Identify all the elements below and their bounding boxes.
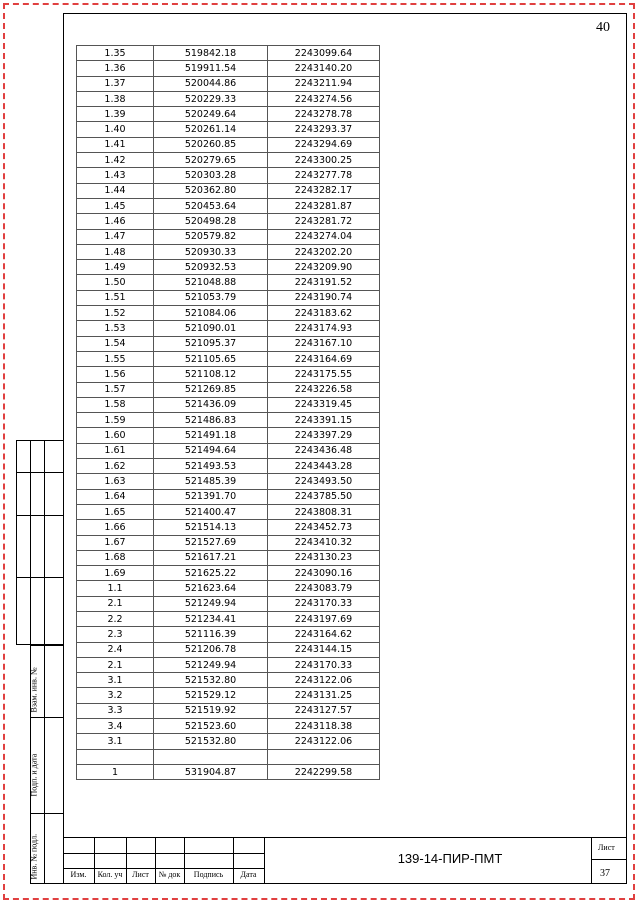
x-coord-cell: 521090.01	[154, 321, 268, 336]
point-id-cell: 1	[77, 764, 154, 779]
y-coord-cell: 2243099.64	[268, 46, 380, 61]
x-coord-cell: 520579.82	[154, 229, 268, 244]
table-row	[77, 397, 380, 412]
x-coord-cell: 521105.65	[154, 351, 268, 366]
x-coord-cell: 521532.80	[154, 734, 268, 749]
y-coord-cell: 2243209.90	[268, 260, 380, 275]
x-coord-cell: 521234.41	[154, 611, 268, 626]
x-coord-cell: 520498.28	[154, 214, 268, 229]
y-coord-cell: 2243127.57	[268, 703, 380, 718]
point-id-cell: 1.35	[77, 46, 154, 61]
x-coord-cell: 520453.64	[154, 198, 268, 213]
x-coord-cell: 521116.39	[154, 627, 268, 642]
table-row	[77, 321, 380, 336]
x-coord-cell: 521514.13	[154, 520, 268, 535]
point-id-cell: 1.67	[77, 535, 154, 550]
point-id-cell: 1.51	[77, 290, 154, 305]
point-id-cell: 1.39	[77, 107, 154, 122]
point-id-cell: 1.62	[77, 459, 154, 474]
table-row	[77, 504, 380, 519]
stamp-caption-podpis: Подпись	[193, 870, 224, 879]
table-row	[77, 244, 380, 259]
y-coord-cell: 2243278.78	[268, 107, 380, 122]
table-row	[77, 367, 380, 382]
stamp-caption-data: Дата	[240, 870, 257, 879]
stamp-caption-izm: Изм.	[70, 870, 87, 879]
point-id-cell: 2.2	[77, 611, 154, 626]
y-coord-cell: 2243443.28	[268, 459, 380, 474]
y-coord-cell: 2243293.37	[268, 122, 380, 137]
stamp-caption-list: Лист	[132, 870, 149, 879]
y-coord-cell: 2243319.45	[268, 397, 380, 412]
y-coord-cell: 2243190.74	[268, 290, 380, 305]
point-id-cell: 1.66	[77, 520, 154, 535]
point-id-cell: 1.55	[77, 351, 154, 366]
sheet-number: 37	[600, 868, 610, 879]
point-id-cell: 1.65	[77, 504, 154, 519]
y-coord-cell: 2242299.58	[268, 764, 380, 779]
point-id-cell: 1.53	[77, 321, 154, 336]
x-coord-cell: 521400.47	[154, 504, 268, 519]
side-strip-top-inner2	[16, 440, 31, 645]
x-coord-cell	[154, 749, 268, 764]
x-coord-cell: 520279.65	[154, 153, 268, 168]
side-vline	[44, 645, 45, 884]
table-row	[77, 535, 380, 550]
x-coord-cell: 521494.64	[154, 443, 268, 458]
table-row	[77, 474, 380, 489]
y-coord-cell: 2243410.32	[268, 535, 380, 550]
side-hline-2	[16, 515, 64, 516]
y-coord-cell: 2243391.15	[268, 413, 380, 428]
x-coord-cell: 521249.94	[154, 596, 268, 611]
point-id-cell: 1.48	[77, 244, 154, 259]
x-coord-cell: 521095.37	[154, 336, 268, 351]
table-row	[77, 260, 380, 275]
x-coord-cell: 521206.78	[154, 642, 268, 657]
y-coord-cell: 2243197.69	[268, 611, 380, 626]
y-coord-cell: 2243294.69	[268, 137, 380, 152]
table-row	[77, 107, 380, 122]
x-coord-cell: 520260.85	[154, 137, 268, 152]
table-row	[77, 688, 380, 703]
x-coord-cell: 521486.83	[154, 413, 268, 428]
point-id-cell: 1.43	[77, 168, 154, 183]
y-coord-cell: 2243808.31	[268, 504, 380, 519]
y-coord-cell: 2243281.87	[268, 198, 380, 213]
side-strip-top-inner	[30, 440, 45, 645]
y-coord-cell: 2243183.62	[268, 306, 380, 321]
x-coord-cell: 520930.33	[154, 244, 268, 259]
y-coord-cell: 2243282.17	[268, 183, 380, 198]
table-row	[77, 550, 380, 565]
point-id-cell: 3.3	[77, 703, 154, 718]
table-row	[77, 764, 380, 779]
y-coord-cell: 2243191.52	[268, 275, 380, 290]
x-coord-cell: 521249.94	[154, 657, 268, 672]
table-row	[77, 198, 380, 213]
x-coord-cell: 521269.85	[154, 382, 268, 397]
y-coord-cell: 2243083.79	[268, 581, 380, 596]
x-coord-cell: 521529.12	[154, 688, 268, 703]
table-row	[77, 627, 380, 642]
point-id-cell: 1.58	[77, 397, 154, 412]
x-coord-cell: 521084.06	[154, 306, 268, 321]
side-label-podp: Подп. и дата	[29, 753, 39, 797]
x-coord-cell: 521108.12	[154, 367, 268, 382]
x-coord-cell: 521391.70	[154, 489, 268, 504]
x-coord-cell: 520303.28	[154, 168, 268, 183]
y-coord-cell: 2243118.38	[268, 719, 380, 734]
table-row	[77, 520, 380, 535]
table-row	[77, 673, 380, 688]
point-id-cell: 3.4	[77, 719, 154, 734]
y-coord-cell: 2243131.25	[268, 688, 380, 703]
point-id-cell: 1.44	[77, 183, 154, 198]
stamp-caption-kol: Кол. уч	[97, 870, 123, 879]
y-coord-cell: 2243436.48	[268, 443, 380, 458]
table-row	[77, 351, 380, 366]
y-coord-cell: 2243785.50	[268, 489, 380, 504]
sheet-caption: Лист	[598, 843, 615, 852]
y-coord-cell: 2243300.25	[268, 153, 380, 168]
point-id-cell: 2.3	[77, 627, 154, 642]
y-coord-cell: 2243090.16	[268, 566, 380, 581]
y-coord-cell: 2243122.06	[268, 734, 380, 749]
x-coord-cell: 521436.09	[154, 397, 268, 412]
y-coord-cell: 2243211.94	[268, 76, 380, 91]
y-coord-cell: 2243452.73	[268, 520, 380, 535]
y-coord-cell: 2243175.55	[268, 367, 380, 382]
table-row	[77, 214, 380, 229]
table-row	[77, 306, 380, 321]
table-row	[77, 275, 380, 290]
side-label-vzam: Взам. инв. №	[29, 667, 39, 713]
point-id-cell: 1.42	[77, 153, 154, 168]
table-row	[77, 459, 380, 474]
table-row	[77, 336, 380, 351]
table-row	[77, 596, 380, 611]
y-coord-cell	[268, 749, 380, 764]
point-id-cell: 1.69	[77, 566, 154, 581]
point-id-cell: 2.4	[77, 642, 154, 657]
point-id-cell: 1.64	[77, 489, 154, 504]
point-id-cell: 1.60	[77, 428, 154, 443]
table-row	[77, 489, 380, 504]
table-row	[77, 657, 380, 672]
y-coord-cell: 2243274.04	[268, 229, 380, 244]
x-coord-cell: 521532.80	[154, 673, 268, 688]
point-id-cell: 1.41	[77, 137, 154, 152]
table-row	[77, 290, 380, 305]
table-row	[77, 566, 380, 581]
x-coord-cell: 521617.21	[154, 550, 268, 565]
point-id-cell: 1.63	[77, 474, 154, 489]
x-coord-cell: 521527.69	[154, 535, 268, 550]
x-coord-cell: 520249.64	[154, 107, 268, 122]
point-id-cell	[77, 749, 154, 764]
point-id-cell: 1.68	[77, 550, 154, 565]
x-coord-cell: 520932.53	[154, 260, 268, 275]
point-id-cell: 1.37	[77, 76, 154, 91]
x-coord-cell: 519911.54	[154, 61, 268, 76]
y-coord-cell: 2243167.10	[268, 336, 380, 351]
coordinates-table	[76, 45, 380, 780]
point-id-cell: 3.1	[77, 673, 154, 688]
point-id-cell: 1.45	[77, 198, 154, 213]
table-row	[77, 581, 380, 596]
table-row	[77, 153, 380, 168]
point-id-cell: 1.40	[77, 122, 154, 137]
point-id-cell: 2.1	[77, 596, 154, 611]
y-coord-cell: 2243164.62	[268, 627, 380, 642]
point-id-cell: 1.47	[77, 229, 154, 244]
side-strip-top	[44, 440, 64, 645]
y-coord-cell: 2243122.06	[268, 673, 380, 688]
y-coord-cell: 2243277.78	[268, 168, 380, 183]
table-row	[77, 749, 380, 764]
y-coord-cell: 2243170.33	[268, 657, 380, 672]
table-row	[77, 642, 380, 657]
table-row	[77, 168, 380, 183]
x-coord-cell: 519842.18	[154, 46, 268, 61]
y-coord-cell: 2243493.50	[268, 474, 380, 489]
x-coord-cell: 520261.14	[154, 122, 268, 137]
point-id-cell: 1.52	[77, 306, 154, 321]
y-coord-cell: 2243130.23	[268, 550, 380, 565]
table-row	[77, 229, 380, 244]
table-row	[77, 413, 380, 428]
point-id-cell: 1.57	[77, 382, 154, 397]
y-coord-cell: 2243170.33	[268, 596, 380, 611]
stamp-vline-6	[264, 837, 265, 884]
table-row	[77, 46, 380, 61]
table-row	[77, 137, 380, 152]
x-coord-cell: 521523.60	[154, 719, 268, 734]
x-coord-cell: 521623.64	[154, 581, 268, 596]
x-coord-cell: 521625.22	[154, 566, 268, 581]
x-coord-cell: 521053.79	[154, 290, 268, 305]
x-coord-cell: 531904.87	[154, 764, 268, 779]
y-coord-cell: 2243202.20	[268, 244, 380, 259]
x-coord-cell: 521048.88	[154, 275, 268, 290]
table-row	[77, 382, 380, 397]
point-id-cell: 1.59	[77, 413, 154, 428]
point-id-cell: 1.49	[77, 260, 154, 275]
table-row	[77, 91, 380, 106]
table-row	[77, 703, 380, 718]
table-row	[77, 428, 380, 443]
table-row	[77, 76, 380, 91]
y-coord-cell: 2243274.56	[268, 91, 380, 106]
point-id-cell: 1.56	[77, 367, 154, 382]
point-id-cell: 1.38	[77, 91, 154, 106]
y-coord-cell: 2243397.29	[268, 428, 380, 443]
table-row	[77, 734, 380, 749]
table-row	[77, 183, 380, 198]
y-coord-cell: 2243164.69	[268, 351, 380, 366]
x-coord-cell: 520362.80	[154, 183, 268, 198]
page-number: 40	[596, 20, 610, 35]
table-row	[77, 443, 380, 458]
stamp-caption-ndok: № док	[158, 870, 181, 879]
point-id-cell: 1.1	[77, 581, 154, 596]
stamp-vline-7	[591, 837, 592, 884]
y-coord-cell: 2243226.58	[268, 382, 380, 397]
point-id-cell: 3.1	[77, 734, 154, 749]
point-id-cell: 1.50	[77, 275, 154, 290]
side-label-inv: Инв. № подл.	[29, 833, 39, 880]
point-id-cell: 1.36	[77, 61, 154, 76]
table-row	[77, 719, 380, 734]
table-row	[77, 611, 380, 626]
x-coord-cell: 521491.18	[154, 428, 268, 443]
table-row	[77, 122, 380, 137]
point-id-cell: 1.46	[77, 214, 154, 229]
table-row	[77, 61, 380, 76]
point-id-cell: 1.54	[77, 336, 154, 351]
x-coord-cell: 520229.33	[154, 91, 268, 106]
y-coord-cell: 2243140.20	[268, 61, 380, 76]
point-id-cell: 2.1	[77, 657, 154, 672]
point-id-cell: 1.61	[77, 443, 154, 458]
x-coord-cell: 521519.92	[154, 703, 268, 718]
side-hline-3	[16, 577, 64, 578]
document-code: 139-14-ПИР-ПМТ	[397, 851, 503, 866]
y-coord-cell: 2243281.72	[268, 214, 380, 229]
x-coord-cell: 521493.53	[154, 459, 268, 474]
x-coord-cell: 521485.39	[154, 474, 268, 489]
stamp-hline-sheet	[591, 859, 627, 860]
x-coord-cell: 520044.86	[154, 76, 268, 91]
y-coord-cell: 2243144.15	[268, 642, 380, 657]
point-id-cell: 3.2	[77, 688, 154, 703]
y-coord-cell: 2243174.93	[268, 321, 380, 336]
side-hline-1	[16, 472, 64, 473]
